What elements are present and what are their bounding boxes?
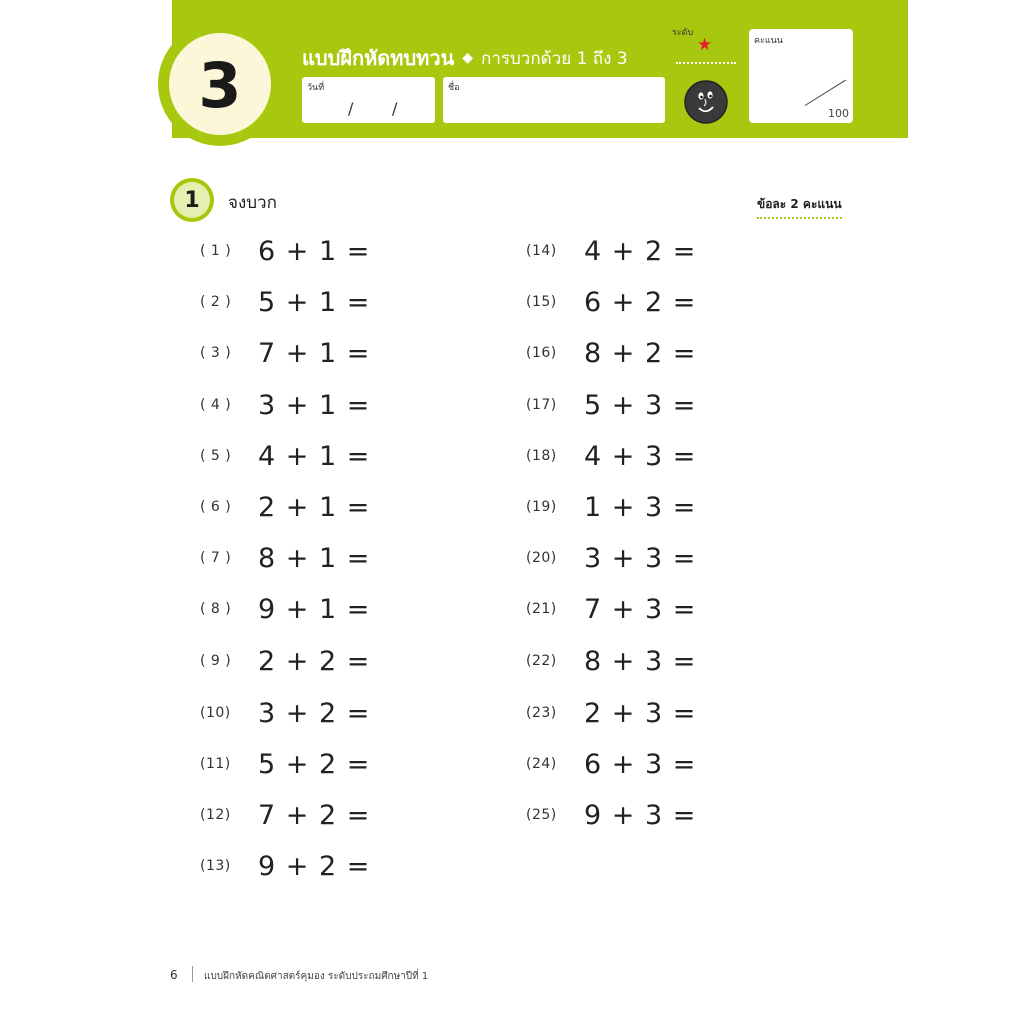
problem-2 xyxy=(200,282,370,322)
mascot-face-icon xyxy=(684,80,728,124)
problem-expression: 5 + 3 = xyxy=(584,389,697,421)
date-label: วันที่ xyxy=(307,83,325,93)
problem-index: ( 5 ) xyxy=(200,448,232,464)
problem-index: ( 9 ) xyxy=(200,653,232,669)
lesson-badge xyxy=(158,22,282,146)
problem-expression: 5 + 1 = xyxy=(258,286,371,318)
footer-divider xyxy=(192,966,193,982)
footer-book-title: แบบฝึกหัดคณิตศาสตร์คุมอง ระดับประถมศึกษาปีที่ 1 xyxy=(204,971,429,982)
problem-expression: 6 + 2 = xyxy=(584,286,697,318)
problem-expression: 4 + 2 = xyxy=(584,235,697,267)
problem-index: (20) xyxy=(526,550,557,566)
problem-expression: 3 + 1 = xyxy=(258,389,371,421)
problem-expression: 6 + 1 = xyxy=(258,235,371,267)
problem-index: ( 1 ) xyxy=(200,243,232,259)
problem-index: (19) xyxy=(526,499,557,515)
problem-7 xyxy=(200,538,370,578)
problem-index: (22) xyxy=(526,653,557,669)
problem-20 xyxy=(526,538,696,578)
level-star-icon: ★ xyxy=(697,35,713,55)
problem-expression: 7 + 1 = xyxy=(258,337,371,369)
score-box[interactable] xyxy=(749,29,853,123)
problem-24 xyxy=(526,744,696,784)
problem-expression: 5 + 2 = xyxy=(258,748,371,780)
level-dotted-line xyxy=(676,62,736,64)
footer-page-number: 6 xyxy=(170,968,178,982)
problem-expression: 8 + 2 = xyxy=(584,337,697,369)
problem-11 xyxy=(200,744,370,784)
problem-16 xyxy=(526,333,696,373)
section-badge xyxy=(170,178,214,222)
problem-index: (14) xyxy=(526,243,557,259)
problem-expression: 8 + 3 = xyxy=(584,645,697,677)
problem-expression: 7 + 2 = xyxy=(258,799,371,831)
problem-expression: 2 + 1 = xyxy=(258,491,371,523)
problem-5 xyxy=(200,436,370,476)
problem-index: (11) xyxy=(200,756,231,772)
problem-expression: 1 + 3 = xyxy=(584,491,697,523)
section-instruction: จงบวก xyxy=(228,193,277,213)
problem-expression: 6 + 3 = xyxy=(584,748,697,780)
problem-10 xyxy=(200,693,370,733)
problem-index: (15) xyxy=(526,294,557,310)
problem-expression: 9 + 3 = xyxy=(584,799,697,831)
problem-index: (18) xyxy=(526,448,557,464)
problem-14 xyxy=(526,231,696,271)
problem-15 xyxy=(526,282,696,322)
problem-4 xyxy=(200,385,370,425)
section-badge-inner xyxy=(174,182,210,218)
name-label: ชื่อ xyxy=(448,83,460,93)
problem-21 xyxy=(526,589,696,629)
date-slash-2: / xyxy=(392,99,398,118)
problem-index: ( 8 ) xyxy=(200,601,232,617)
problem-expression: 4 + 3 = xyxy=(584,440,697,472)
problem-3 xyxy=(200,333,370,373)
level-label: ระดับ xyxy=(672,28,694,38)
problem-13 xyxy=(200,846,370,886)
problem-expression: 8 + 1 = xyxy=(258,542,371,574)
problem-6 xyxy=(200,487,370,527)
problem-index: ( 6 ) xyxy=(200,499,232,515)
problem-8 xyxy=(200,589,370,629)
problem-index: ( 4 ) xyxy=(200,397,232,413)
problem-index: (25) xyxy=(526,807,557,823)
problem-22 xyxy=(526,641,696,681)
problem-index: ( 3 ) xyxy=(200,345,232,361)
mascot-pupil-right xyxy=(709,95,712,98)
problem-expression: 7 + 3 = xyxy=(584,593,697,625)
date-slash-1: / xyxy=(348,99,354,118)
problem-18 xyxy=(526,436,696,476)
diamond-separator-icon: ◆ xyxy=(462,50,474,66)
problem-1 xyxy=(200,231,370,271)
problem-19 xyxy=(526,487,696,527)
title-main: แบบฝึกหัดทบทวน xyxy=(302,46,455,70)
mascot-pupil-left xyxy=(700,96,703,99)
problem-expression: 4 + 1 = xyxy=(258,440,371,472)
problem-index: (13) xyxy=(200,858,231,874)
problem-expression: 3 + 2 = xyxy=(258,697,371,729)
problem-index: (12) xyxy=(200,807,231,823)
problem-index: ( 7 ) xyxy=(200,550,232,566)
problem-index: (21) xyxy=(526,601,557,617)
section-number: 1 xyxy=(184,187,200,213)
problem-index: (24) xyxy=(526,756,557,772)
problem-index: (10) xyxy=(200,705,231,721)
problem-index: (17) xyxy=(526,397,557,413)
problem-expression: 9 + 1 = xyxy=(258,593,371,625)
date-field[interactable] xyxy=(302,77,435,123)
problem-25 xyxy=(526,795,696,835)
problem-expression: 2 + 2 = xyxy=(258,645,371,677)
score-max: 100 xyxy=(828,107,849,120)
problem-index: (16) xyxy=(526,345,557,361)
points-note: ข้อละ 2 คะแนน xyxy=(757,195,842,219)
problem-9 xyxy=(200,641,370,681)
problem-index: ( 2 ) xyxy=(200,294,232,310)
score-label: คะแนน xyxy=(754,36,783,46)
problem-expression: 9 + 2 = xyxy=(258,850,371,882)
title-subtitle: การบวกด้วย 1 ถึง 3 xyxy=(481,48,628,69)
problem-expression: 3 + 3 = xyxy=(584,542,697,574)
lesson-badge-inner xyxy=(169,33,271,135)
problem-expression: 2 + 3 = xyxy=(584,697,697,729)
name-field[interactable] xyxy=(443,77,665,123)
page-title xyxy=(302,44,628,72)
problem-23 xyxy=(526,693,696,733)
problem-index: (23) xyxy=(526,705,557,721)
lesson-number: 3 xyxy=(198,49,242,122)
score-slash-line xyxy=(805,80,846,106)
problem-12 xyxy=(200,795,370,835)
problem-17 xyxy=(526,385,696,425)
